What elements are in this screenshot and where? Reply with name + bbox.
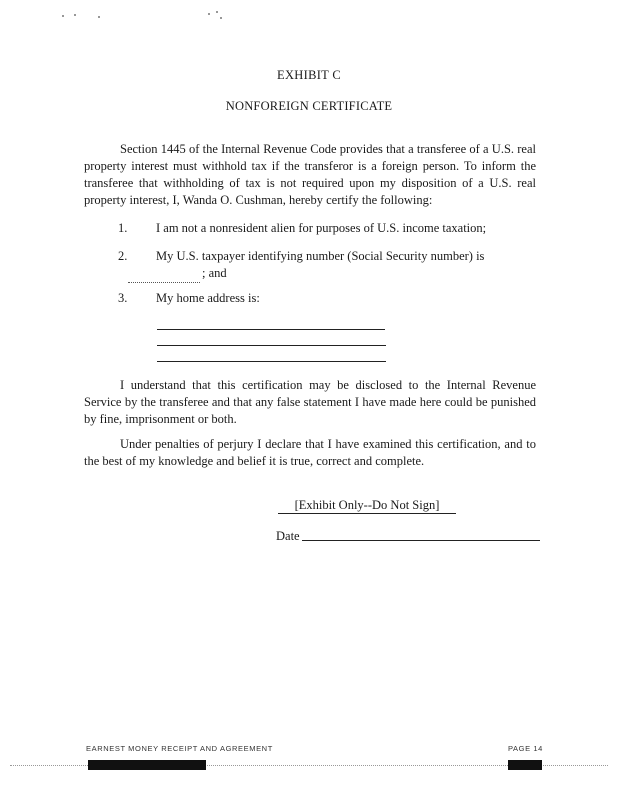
intro-paragraph: Section 1445 of the Internal Revenue Code provides that a transferee of a U.S. real property interest must withhold tax if the transferor is a foreign person. To inform the transferee that withholding of tax is not required upon my disposition of a U.S. real property interest, I, Wanda O. Cushman, hereby certify the following: bbox=[84, 142, 536, 207]
redaction-bar bbox=[508, 760, 542, 770]
perjury-paragraph: Under penalties of perjury I declare that I have examined this certification, and to the best of my knowledge and belief it is true, correct and complete. bbox=[84, 437, 536, 468]
item-number: 1. bbox=[118, 221, 128, 235]
certificate-title: NONFOREIGN CERTIFICATE bbox=[225, 99, 393, 113]
disclosure-paragraph: I understand that this certification may be disclosed to the Internal Revenue Service by the transferee and that any false statement I have made here could be punished by fine, imprisonment or both. bbox=[84, 378, 536, 426]
footer-document-title: EARNEST MONEY RECEIPT AND AGREEMENT bbox=[86, 744, 273, 753]
scan-artifacts bbox=[60, 10, 240, 24]
item-text: My home address is: bbox=[156, 291, 260, 305]
address-line-1 bbox=[157, 329, 385, 330]
date-label: Date bbox=[276, 529, 300, 543]
redaction-bar bbox=[88, 760, 206, 770]
address-line-2 bbox=[157, 345, 386, 346]
date-line bbox=[302, 540, 540, 541]
redacted-ssn-blank bbox=[128, 265, 200, 283]
exhibit-title: EXHIBIT C bbox=[277, 68, 341, 82]
item-number: 2. bbox=[118, 249, 128, 263]
footer-page-number: PAGE 14 bbox=[508, 744, 543, 753]
item-number: 3. bbox=[118, 291, 128, 305]
taxpayer-number-blank bbox=[128, 265, 227, 283]
address-line-3 bbox=[157, 361, 386, 362]
item-text: My U.S. taxpayer identifying number (Social Security number) is bbox=[156, 249, 485, 263]
item-text: I am not a nonresident alien for purposes of U.S. income taxation; bbox=[156, 221, 487, 235]
item-continuation: ; and bbox=[202, 266, 227, 280]
signature-placeholder: [Exhibit Only--Do Not Sign] bbox=[278, 497, 456, 514]
